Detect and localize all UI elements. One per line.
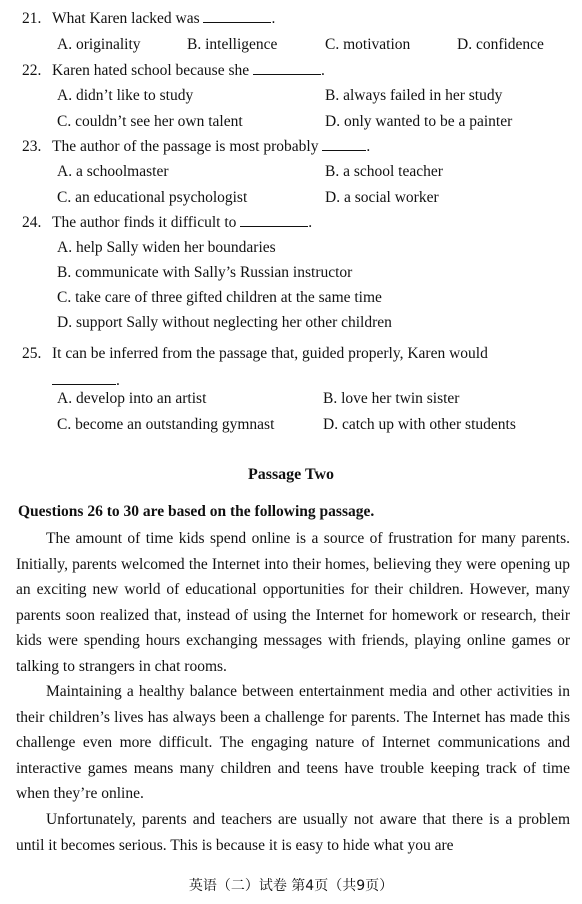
option-25-a: A. develop into an artist xyxy=(57,390,207,407)
option-22-c: C. couldn’t see her own talent xyxy=(57,113,243,130)
question-22 xyxy=(22,62,572,80)
answer-blank xyxy=(322,138,366,151)
question-number: 24. xyxy=(22,214,42,231)
question-25 xyxy=(22,340,568,394)
question-stem: The author finds it difficult to xyxy=(52,214,237,231)
stem-period: . xyxy=(308,214,313,231)
option-22-d: D. only wanted to be a painter xyxy=(325,113,513,130)
option-23-a: A. a schoolmaster xyxy=(57,163,169,180)
option-21-d: D. confidence xyxy=(457,36,544,53)
option-25-d: D. catch up with other students xyxy=(323,416,516,433)
option-24-a: A. help Sally widen her boundaries xyxy=(57,239,276,256)
question-23 xyxy=(22,138,572,156)
stem-period: . xyxy=(366,138,371,155)
option-25-b: B. love her twin sister xyxy=(323,390,460,407)
question-number: 21. xyxy=(22,10,42,27)
question-21 xyxy=(22,10,572,28)
answer-blank xyxy=(253,62,321,75)
question-stem: What Karen lacked was xyxy=(52,10,200,27)
option-21-b: B. intelligence xyxy=(187,36,278,53)
option-22-a: A. didn’t like to study xyxy=(57,87,194,104)
question-stem: The author of the passage is most probably xyxy=(52,138,319,155)
stem-period: . xyxy=(116,372,120,389)
option-23-b: B. a school teacher xyxy=(325,163,443,180)
passage-instruction: Questions 26 to 30 are based on the following passage. xyxy=(18,503,375,520)
stem-period: . xyxy=(321,62,325,79)
question-number: 22. xyxy=(22,62,42,79)
option-21-c: C. motivation xyxy=(325,36,411,53)
option-23-d: D. a social worker xyxy=(325,189,439,206)
stem-period: . xyxy=(271,10,276,27)
answer-blank xyxy=(203,10,271,23)
option-24-d: D. support Sally without neglecting her other children xyxy=(57,314,392,331)
question-number: 25. xyxy=(22,345,42,362)
option-24-c: C. take care of three gifted children at the same time xyxy=(57,289,382,306)
answer-blank xyxy=(52,372,116,385)
option-24-b: B. communicate with Sally’s Russian instructor xyxy=(57,264,353,281)
passage-paragraph-3: Unfortunately, parents and teachers are usually not aware that there is a problem until it becomes serious. This is because it is easy to hide what you are xyxy=(16,811,570,854)
passage-paragraph-2: Maintaining a healthy balance between entertainment media and other activities in their children’s lives has always been a challenge for parents. The Internet has made this challenge even more difficult. The engaging nature of Internet communications and interactive games means many children and teens have trouble keeping track of time when they’re online. xyxy=(16,683,570,802)
answer-blank xyxy=(240,214,308,227)
option-22-b: B. always failed in her study xyxy=(325,87,503,104)
passage-title: Passage Two xyxy=(247,466,335,483)
option-23-c: C. an educational psychologist xyxy=(57,189,248,206)
question-stem: Karen hated school because she xyxy=(52,62,250,79)
question-number: 23. xyxy=(22,138,42,155)
question-stem: It can be inferred from the passage that, guided properly, Karen would xyxy=(52,345,488,362)
page-footer: 英语（二）试卷 第4页（共9页） xyxy=(188,878,394,894)
option-21-a: A. originality xyxy=(57,36,141,53)
option-25-c: C. become an outstanding gymnast xyxy=(57,416,275,433)
question-24 xyxy=(22,214,572,232)
passage-paragraph-1: The amount of time kids spend online is a source of frustration for many parents. Initially, parents welcomed the Internet into their homes, believing they were opening up an exciting new world of educational opportunities for their children. However, many parents soon realized that, instead of using the Internet for homework or research, their kids were spending hours exchanging messages with friends, playing online games or talking to strangers in chat rooms. xyxy=(16,530,570,675)
